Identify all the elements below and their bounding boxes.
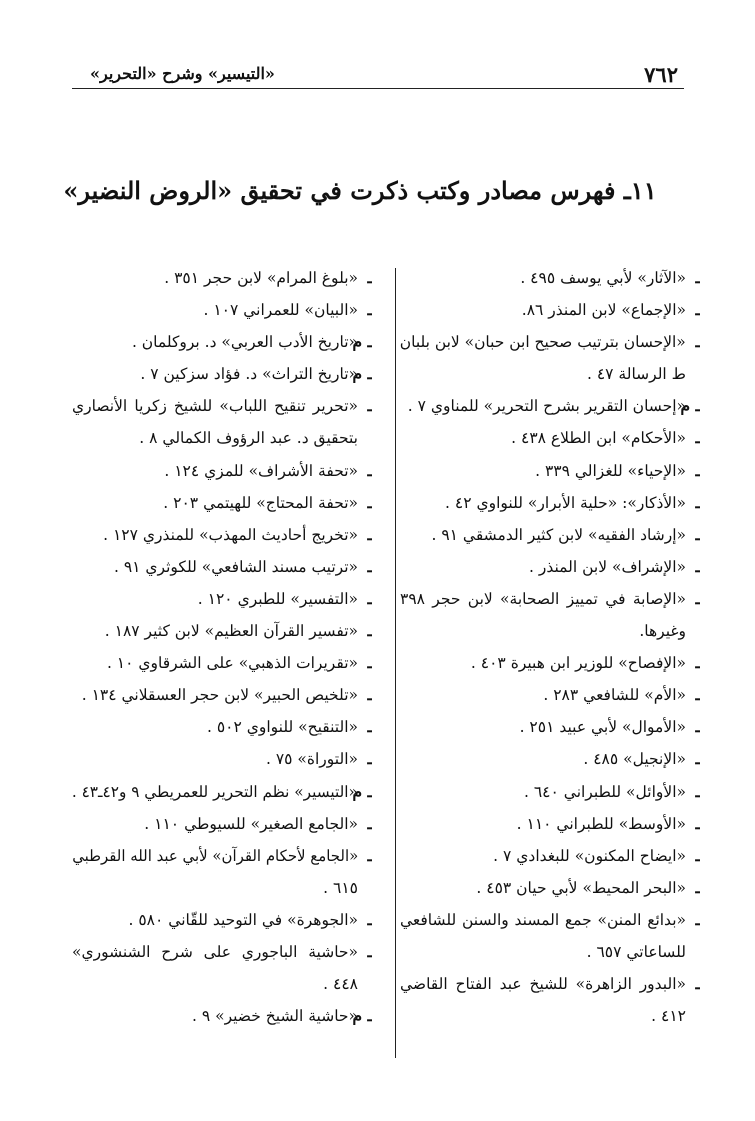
entry-marker: ـ [695, 845, 700, 865]
index-entry [400, 262, 700, 294]
entry-text: «تحفة المحتاج» للهيتمي ٢٠٣ . [163, 493, 358, 512]
entry-text: «الإفصاح» للوزير ابن هبيرة ٤٠٣ . [470, 654, 686, 673]
entry-text: «التيسير» نظم التحرير للعمريطي ٩ و٤٢ـ٤٣ . [72, 782, 358, 801]
entry-text: «التوراة» ٧٥ . [265, 750, 358, 769]
index-entry [400, 936, 700, 968]
index-entry [72, 551, 372, 583]
entry-marker: ـ [367, 685, 372, 705]
entry-text: «الأذكار»: «حلية الأبرار» للنواوي ٤٢ . [445, 493, 686, 512]
entry-text: «الأوائل» للطبراني ٦٤٠ . [524, 782, 686, 801]
entry-text: «إحسان التقرير بشرح التحرير» للمناوي ٧ . [407, 397, 686, 416]
entry-text: ٤١٢ . [651, 1007, 686, 1026]
index-entry [400, 1000, 700, 1032]
entry-marker: ـ [695, 813, 700, 833]
index-entry [72, 583, 372, 615]
index-entry [400, 711, 700, 743]
entry-marker: ـ م [680, 396, 700, 416]
index-entry [400, 615, 700, 647]
entry-text: «البيان» للعمراني ١٠٧ . [203, 301, 358, 320]
index-entry [400, 294, 700, 326]
entry-text: «الأموال» لأبي عبيد ٢٥١ . [519, 718, 686, 737]
index-entry [400, 583, 700, 615]
entry-text: «الإصابة في تمييز الصحابة» لابن حجر ٣٩٨ [400, 589, 686, 608]
page-header [72, 60, 684, 89]
index-entry [72, 968, 372, 1000]
entry-marker: ـ [367, 813, 372, 833]
entry-text: «حاشية الشيخ خضير» ٩ . [191, 1007, 358, 1026]
left-column [72, 262, 372, 1032]
entry-marker: ـ [367, 749, 372, 769]
entry-text: «تاريخ التراث» د. فؤاد سزكين ٧ . [140, 365, 358, 384]
entry-text: «الأوسط» للطبراني ١١٠ . [516, 814, 686, 833]
entry-marker: ـ [367, 556, 372, 576]
entry-marker: ـ [695, 524, 700, 544]
page-number: ٧٦٢ [644, 62, 678, 87]
entry-text: «الإحسان بترتيب صحيح ابن حبان» لابن بلبان [400, 333, 686, 352]
entry-marker: ـ [367, 941, 372, 961]
index-entry [400, 872, 700, 904]
entry-marker: ـ [695, 300, 700, 320]
entry-text: «تفسير القرآن العظيم» لابن كثير ١٨٧ . [104, 622, 358, 641]
entry-marker: ـ [367, 653, 372, 673]
entry-marker: ـ [695, 653, 700, 673]
entry-marker: ـ [367, 588, 372, 608]
entry-text: «بلوغ المرام» لابن حجر ٣٥١ . [164, 269, 358, 287]
index-entry [72, 455, 372, 487]
entry-text: «التنقيح» للنواوي ٥٠٢ . [206, 718, 358, 737]
index-entry [72, 936, 372, 968]
entry-text: «الأم» للشافعي ٢٨٣ . [543, 686, 686, 705]
index-entry [400, 390, 700, 422]
entry-marker: ـ [367, 845, 372, 865]
entry-text: «الآثار» لأبي يوسف ٤٩٥ . [520, 269, 686, 287]
index-entry [72, 776, 372, 808]
index-entry [400, 679, 700, 711]
index-entry [72, 390, 372, 422]
entry-text: «تلخيص الحبير» لابن حجر العسقلاني ١٣٤ . [81, 686, 358, 705]
entry-text: «الإحياء» للغزالي ٣٣٩ . [535, 461, 686, 480]
index-entry [72, 904, 372, 936]
entry-marker: ـ [695, 877, 700, 897]
index-entry [72, 647, 372, 679]
entry-text: «حاشية الباجوري على شرح الشنشوري» [72, 942, 358, 961]
index-entry [400, 358, 700, 390]
entry-text: ٦١٥ . [323, 878, 358, 897]
column-divider [395, 268, 396, 1058]
index-entry [400, 487, 700, 519]
index-entry [72, 326, 372, 358]
entry-marker: ـ [367, 460, 372, 480]
entry-marker: ـ [695, 717, 700, 737]
entry-marker: ـ [367, 396, 372, 416]
entry-text: «بدائع المنن» جمع المسند والسنن للشافعي [400, 910, 686, 929]
entry-marker: ـ [367, 524, 372, 544]
entry-text: «إرشاد الفقيه» لابن كثير الدمشقي ٩١ . [431, 525, 686, 544]
index-entry [400, 904, 700, 936]
index-entry [72, 743, 372, 775]
entry-marker: ـ م [352, 332, 372, 352]
entry-marker: ـ [695, 909, 700, 929]
entry-text: وغيرها. [639, 622, 686, 641]
index-entry [72, 872, 372, 904]
index-entry [72, 808, 372, 840]
entry-marker: ـ [695, 588, 700, 608]
entry-marker: ـ [695, 332, 700, 352]
entry-text: للساعاتي ٦٥٧ . [586, 942, 686, 961]
index-entry [72, 422, 372, 454]
entry-text: بتحقيق د. عبد الرؤوف الكمالي ٨ . [139, 429, 358, 448]
entry-marker: ـ م [352, 781, 372, 801]
index-entry [400, 455, 700, 487]
entry-marker: ـ م [352, 1006, 372, 1026]
entry-marker: ـ [367, 492, 372, 512]
entry-text: «البدور الزاهرة» للشيخ عبد الفتاح القاضي [400, 975, 686, 994]
entry-marker: ـ [695, 685, 700, 705]
index-entry [72, 358, 372, 390]
index-entry [400, 743, 700, 775]
entry-text: «الإنجيل» ٤٨٥ . [583, 750, 686, 769]
entry-marker: ـ [695, 460, 700, 480]
entry-marker: ـ [695, 781, 700, 801]
section-title: ١١ـ فهرس مصادر وكتب ذكرت في تحقيق «الروض النضير» [63, 176, 657, 205]
entry-text: «التفسير» للطبري ١٢٠ . [197, 589, 358, 608]
index-entry [400, 326, 700, 358]
index-entry [400, 422, 700, 454]
entry-marker: ـ [695, 749, 700, 769]
index-entry [400, 776, 700, 808]
entry-text: «ايضاح المكنون» للبغدادي ٧ . [493, 846, 686, 865]
entry-marker: ـ [367, 621, 372, 641]
entry-text: «تحفة الأشراف» للمزي ١٢٤ . [164, 461, 358, 480]
entry-marker: ـ [695, 492, 700, 512]
index-entry [72, 615, 372, 647]
index-entry [400, 551, 700, 583]
entry-text: «الجوهرة» في التوحيد للقّاني ٥٨٠ . [128, 910, 358, 929]
entry-text: «تقريرات الذهبي» على الشرقاوي ١٠ . [106, 654, 358, 673]
entry-marker: ـ [695, 974, 700, 994]
entry-marker: ـ [367, 909, 372, 929]
entry-text: «تحرير تنقيح اللباب» للشيخ زكريا الأنصاري [72, 397, 358, 416]
entry-text: «ترتيب مسند الشافعي» للكوثري ٩١ . [113, 557, 358, 576]
entry-text: ٤٤٨ . [323, 975, 358, 994]
entry-text: «البحر المحيط» لأبي حيان ٤٥٣ . [476, 878, 686, 897]
right-column [400, 262, 700, 1032]
index-entry [400, 840, 700, 872]
index-entry [400, 519, 700, 551]
entry-marker: ـ [367, 300, 372, 320]
index-entry [400, 647, 700, 679]
entry-text: «الإجماع» لابن المنذر ٨٦. [521, 301, 686, 320]
entry-marker: ـ [695, 268, 700, 287]
index-entry [72, 262, 372, 294]
index-entry [72, 711, 372, 743]
index-entry [72, 1000, 372, 1032]
running-title: «التيسير» وشرح «التحرير» [90, 64, 275, 83]
index-columns [72, 262, 700, 1062]
entry-text: «الأحكام» ابن الطلاع ٤٣٨ . [511, 429, 686, 448]
index-entry [72, 840, 372, 872]
index-entry [400, 968, 700, 1000]
index-entry [400, 808, 700, 840]
index-entry [72, 294, 372, 326]
entry-text: «تخريج أحاديث المهذب» للمنذري ١٢٧ . [103, 525, 358, 544]
entry-text: «الإشراف» لابن المنذر . [529, 557, 686, 576]
index-entry [72, 519, 372, 551]
index-entry [72, 679, 372, 711]
entry-marker: ـ [695, 428, 700, 448]
entry-text: ط الرسالة ٤٧ . [586, 365, 686, 384]
entry-marker: ـ م [352, 364, 372, 384]
entry-marker: ـ [367, 268, 372, 287]
entry-text: «الجامع لأحكام القرآن» لأبي عبد الله القرطبي [72, 846, 358, 865]
entry-marker: ـ [367, 717, 372, 737]
entry-text: «تاريخ الأدب العربي» د. بروكلمان . [131, 333, 358, 352]
index-entry [72, 487, 372, 519]
entry-text: «الجامع الصغير» للسيوطي ١١٠ . [144, 814, 358, 833]
entry-marker: ـ [695, 556, 700, 576]
